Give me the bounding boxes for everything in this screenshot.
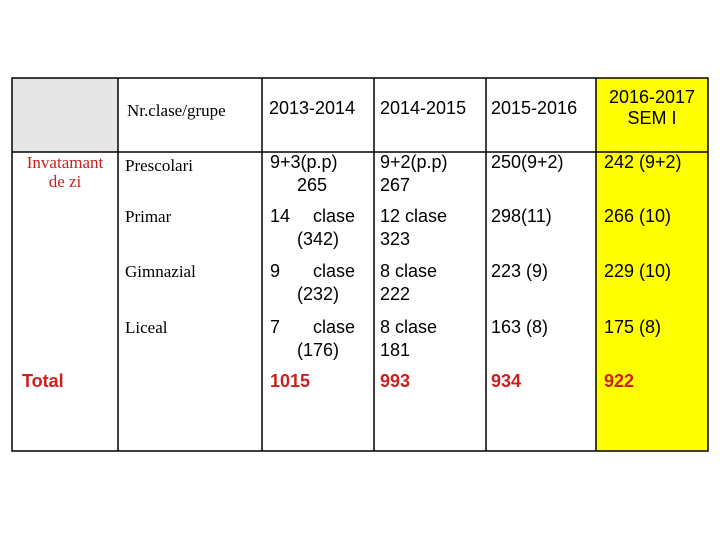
total-2015: 934 bbox=[491, 371, 522, 391]
cell-prescolari-2014-a: 9+2(p.p) bbox=[380, 152, 448, 172]
group-label bbox=[12, 153, 118, 191]
cell-liceal-2013-a2: clase bbox=[313, 317, 356, 337]
cell-liceal-2014-b: 181 bbox=[380, 340, 411, 360]
total-2014: 993 bbox=[380, 371, 411, 391]
group-label-line1: Invatamant bbox=[26, 153, 104, 172]
header-year-1: 2013-2014 bbox=[269, 98, 356, 118]
header-year-4-line1: 2016-2017 bbox=[608, 87, 696, 107]
cell-primar-2013-b: (342) bbox=[297, 229, 340, 249]
cell-liceal-2013-b: (176) bbox=[297, 340, 340, 360]
total-label: Total bbox=[22, 371, 64, 391]
total-2016: 922 bbox=[604, 371, 635, 391]
header-year-4-line2: SEM I bbox=[627, 108, 677, 128]
cell-liceal-2016: 175 (8) bbox=[604, 317, 662, 337]
cell-prescolari-2015: 250(9+2) bbox=[491, 152, 564, 172]
cell-gimnazial-2014-a: 8 clase bbox=[380, 261, 438, 281]
header-year-2: 2014-2015 bbox=[380, 98, 467, 118]
group-label-line2: de zi bbox=[48, 172, 82, 191]
cell-gimnazial-2013-a2: clase bbox=[313, 261, 356, 281]
cell-liceal-2014-a: 8 clase bbox=[380, 317, 438, 337]
cell-primar-2013-a2: clase bbox=[313, 206, 356, 226]
row-label-gimnazial: Gimnazial bbox=[125, 262, 196, 281]
cell-liceal-2013-a: 7 bbox=[270, 317, 281, 337]
cell-prescolari-2013-b: 265 bbox=[297, 175, 328, 195]
cell-gimnazial-2013-b: (232) bbox=[297, 284, 340, 304]
cell-gimnazial-2016: 229 (10) bbox=[604, 261, 672, 281]
cell-gimnazial-2013-a: 9 bbox=[270, 261, 281, 281]
cell-gimnazial-2014-b: 222 bbox=[380, 284, 411, 304]
cell-primar-2016: 266 (10) bbox=[604, 206, 672, 226]
cell-primar-2013-a: 14 bbox=[270, 206, 291, 226]
row-label-primar: Primar bbox=[125, 207, 172, 226]
cell-prescolari-2016: 242 (9+2) bbox=[604, 152, 682, 172]
header-year-3: 2015-2016 bbox=[491, 98, 578, 118]
header-label: Nr.clase/grupe bbox=[127, 101, 226, 120]
cell-primar-2015: 298(11) bbox=[491, 206, 552, 226]
row-label-liceal: Liceal bbox=[125, 318, 168, 337]
cell-prescolari-2013-a: 9+3(p.p) bbox=[270, 152, 338, 172]
cell-prescolari-2014-b: 267 bbox=[380, 175, 411, 195]
cell-gimnazial-2015: 223 (9) bbox=[491, 261, 549, 281]
header-year-4 bbox=[596, 87, 708, 129]
row-label-prescolari: Prescolari bbox=[125, 156, 193, 175]
cell-primar-2014-b: 323 bbox=[380, 229, 411, 249]
cell-liceal-2015: 163 (8) bbox=[491, 317, 549, 337]
cell-primar-2014-a: 12 clase bbox=[380, 206, 448, 226]
total-2013: 1015 bbox=[270, 371, 311, 391]
